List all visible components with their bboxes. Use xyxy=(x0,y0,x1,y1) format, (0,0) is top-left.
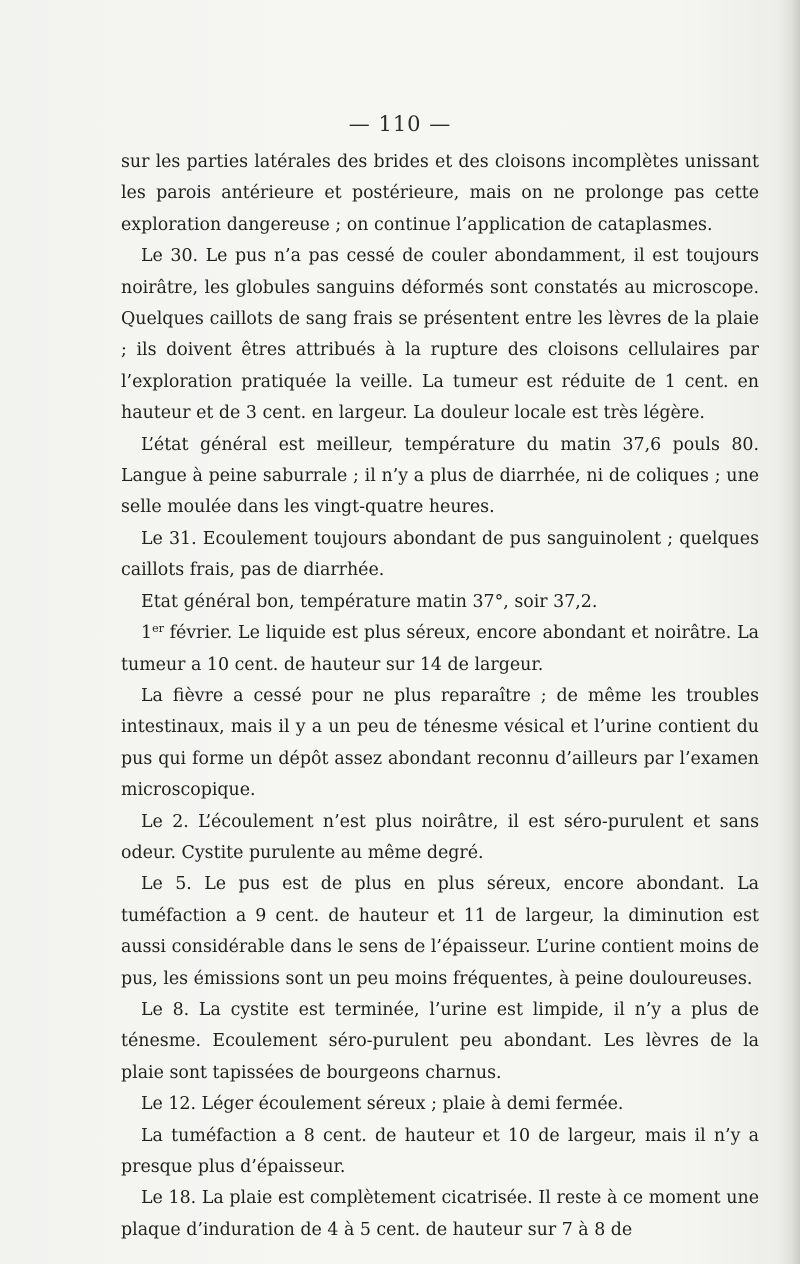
page-edge-shadow xyxy=(778,0,800,1264)
paragraph-le-30: Le 30. Le pus n’a pas cessé de couler abondamment, il est toujours noirâtre, les globules sanguins déformés sont constatés au microscope. Quelques caillots de sang frais se présentent entre les lèvres de la plaie ; ils doivent êtres attribués à la rupture des cloisons cellulaires par l’exploration pratiquée la veille. La tumeur est réduite de 1 cent. en hauteur et de 3 cent. en largeur. La douleur locale est très légère. xyxy=(121,246,759,424)
paragraph-le-18: Le 18. La plaie est complètement cicatrisée. Il reste à ce moment une plaque d’induration de 4 à 5 cent. de hauteur sur 7 à 8 de xyxy=(121,1188,759,1240)
paragraph-le-8: Le 8. La cystite est terminée, l’urine est limpide, il n’y a plus de ténesme. Ecoulement séro-purulent peu abondant. Les lèvres de la plaie sont tapissées de bourgeons charnus. xyxy=(121,999,759,1083)
date-ordinal: er xyxy=(152,622,164,636)
paragraph-tumefaction: La tuméfaction a 8 cent. de hauteur et 10 de largeur, mais il n’y a presque plus d’épaisseur. xyxy=(121,1125,759,1177)
paragraph-le-12: Le 12. Léger écoulement séreux ; plaie à demi fermée. xyxy=(141,1094,624,1115)
paragraph-1er-fevrier xyxy=(121,618,759,681)
page-number: — 110 — xyxy=(348,112,452,136)
paragraph-fievre: La fièvre a cessé pour ne plus reparaître ; de même les troubles intestinaux, mais il y a un peu de ténesme vésical et l’urine contient du pus qui forme un dépôt assez abondant reconnu d’ailleurs par l’examen microscopique. xyxy=(121,685,759,801)
paragraph-1er-fevrier-text: février. Le liquide est plus séreux, encore abondant et noirâtre. La tumeur a 10 cent. de hauteur sur 14 de largeur. xyxy=(121,623,759,675)
paragraph-etat-bon: Etat général bon, température matin 37°, soir 37,2. xyxy=(141,591,598,612)
date-day: 1 xyxy=(141,623,153,644)
paragraph-le-5: Le 5. Le pus est de plus en plus séreux, encore abondant. La tuméfaction a 9 cent. de hauteur et 11 de largeur, la diminution est aussi considérable dans le sens de l’épaisseur. L’urine contient moins de pus, les émissions sont un peu moins fréquentes, à peine douloureuses. xyxy=(121,874,759,989)
paragraph-continuation: sur les parties latérales des brides et des cloisons incomplètes unissant les parois antérieure et postérieure, mais on ne prolonge pas cette exploration dangereuse ; on continue l’application de cataplasmes. xyxy=(121,152,759,235)
paragraph-le-31: Le 31. Ecoulement toujours abondant de pus sanguinolent ; quelques caillots frais, pas de diarrhée. xyxy=(121,528,759,581)
paragraph-etat-general: L’état général est meilleur, température du matin 37,6 pouls 80. Langue à peine saburrale ; il n’y a plus de diarrhée, ni de coliques ; une selle moulée dans les vingt-quatre heures. xyxy=(121,434,759,518)
page-body xyxy=(121,147,759,1246)
paragraph-le-2: Le 2. L’écoulement n’est plus noirâtre, il est séro-purulent et sans odeur. Cystite purulente au même degré. xyxy=(121,811,759,863)
